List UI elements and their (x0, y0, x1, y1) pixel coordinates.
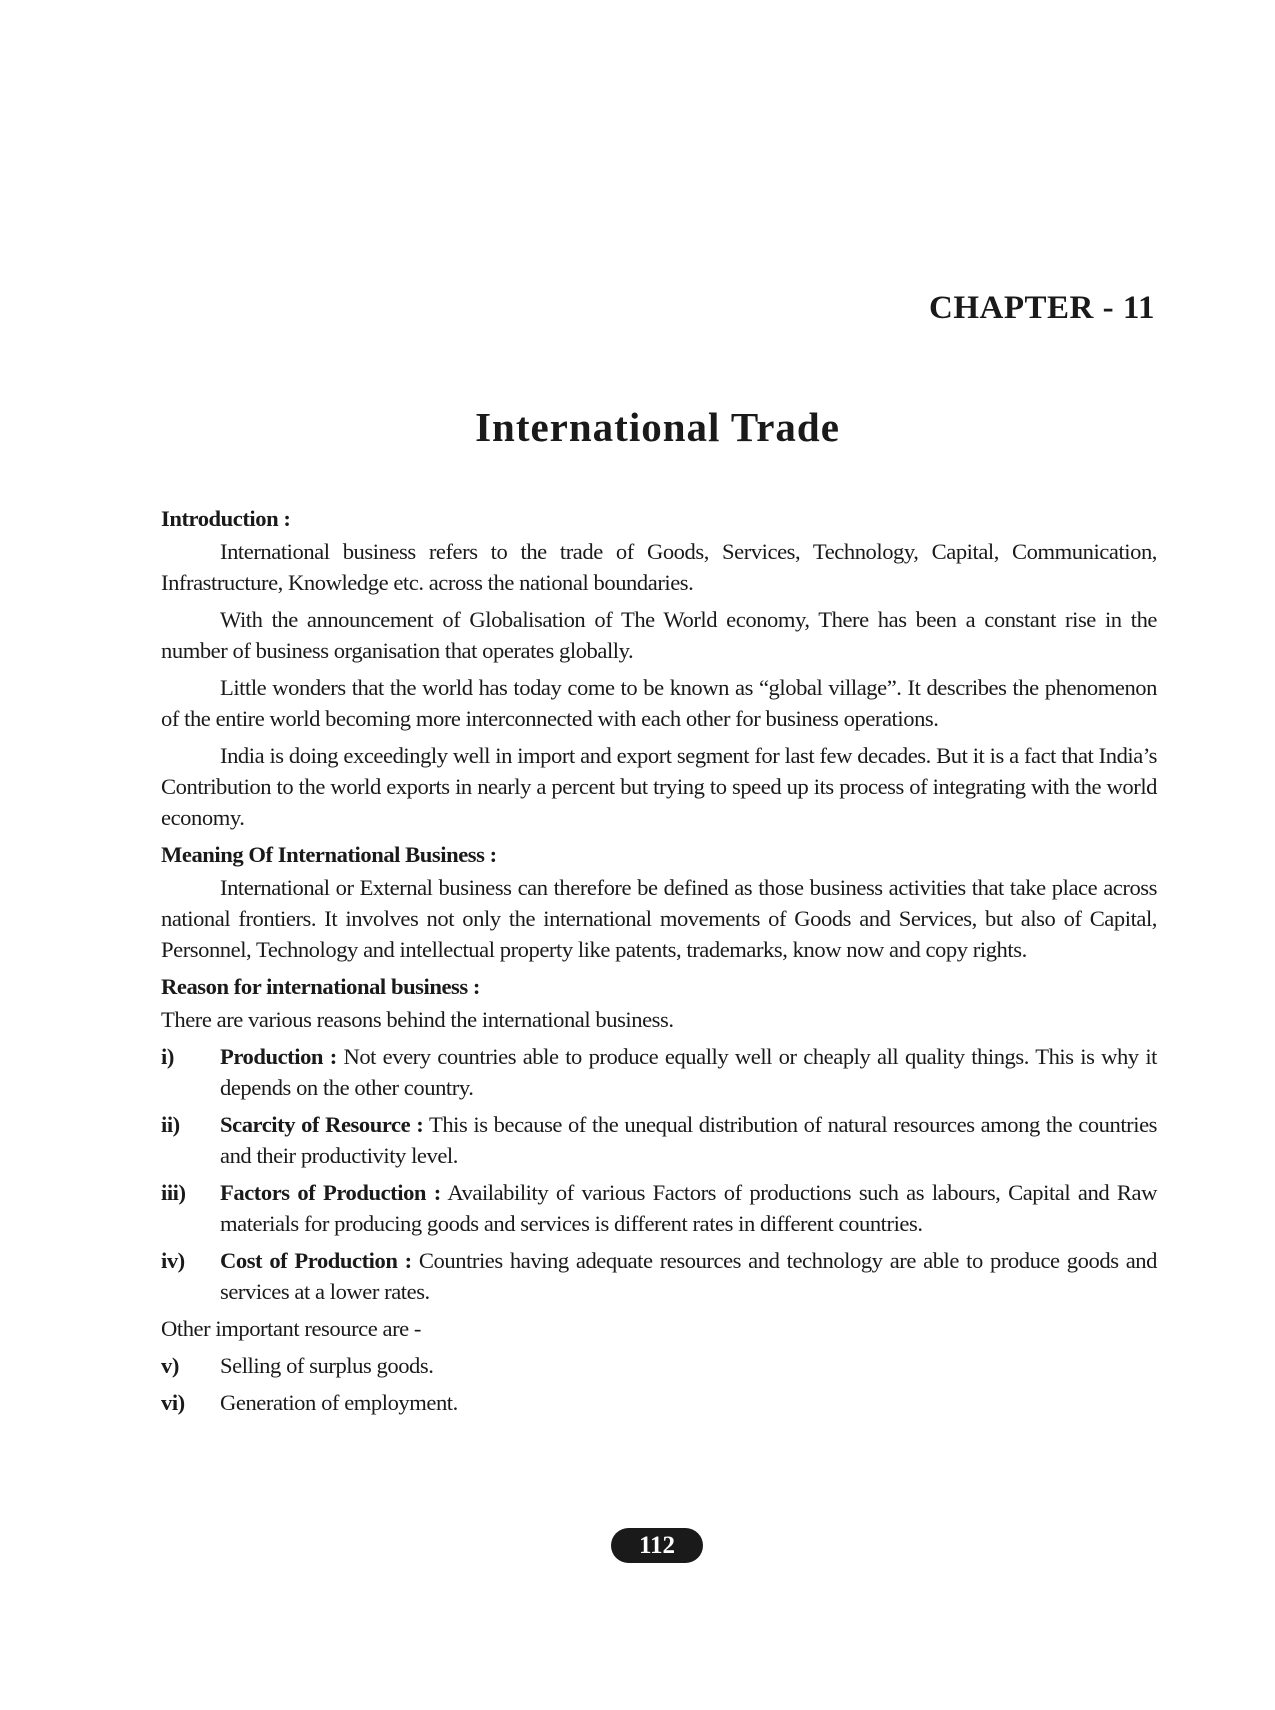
list-item-number: i) (161, 1044, 174, 1069)
chapter-label: CHAPTER - 11 (928, 290, 1155, 326)
meaning-heading: Meaning Of International Business : (161, 842, 497, 867)
reasons-intro: There are various reasons behind the international business. (161, 1007, 674, 1032)
list-item-term: Factors of Production : (220, 1180, 441, 1205)
list-item (161, 1041, 1157, 1103)
list-item-body (220, 1041, 1157, 1103)
intro-paragraph: With the announcement of Globalisation of The World economy, There has been a constant rise in the number of business organisation that operates globally. (161, 607, 1157, 663)
list-item-text: This is because of the unequal distribution of natural resources among the countries and their productivity level. (220, 1112, 1157, 1168)
chapter-body (161, 503, 1157, 1424)
list-item (161, 1387, 1157, 1418)
list-item-number: vi) (161, 1390, 185, 1415)
list-item (161, 1245, 1157, 1307)
list-item (161, 1350, 1157, 1381)
reasons-heading: Reason for international business : (161, 974, 481, 999)
list-item-number: iv) (161, 1248, 185, 1273)
introduction-heading: Introduction : (161, 506, 291, 531)
meaning-paragraph: International or External business can therefore be defined as those business activities that take place across national frontiers. It involves not only the international movements of Goods and Services, but also of Capital, Personnel, Technology and intellectual property like patents, trademarks, know now and copy rights. (161, 875, 1157, 962)
list-item (161, 1177, 1157, 1239)
list-item-text: Countries having adequate resources and technology are able to produce goods and services at a lower rates. (220, 1248, 1157, 1304)
intro-paragraph: Little wonders that the world has today come to be known as “global village”. It describes the phenomenon of the entire world becoming more interconnected with each other for business operations. (161, 675, 1157, 731)
list-item-body (220, 1109, 1157, 1171)
page-number-badge: 112 (611, 1528, 703, 1563)
list-item-term: Scarcity of Resource : (220, 1112, 424, 1137)
list-item-number: iii) (161, 1180, 186, 1205)
chapter-title: International Trade (475, 404, 840, 450)
other-reasons-intro: Other important resource are - (161, 1316, 422, 1341)
list-item-number: v) (161, 1353, 179, 1378)
list-item-body (220, 1245, 1157, 1307)
list-item-term: Cost of Production : (220, 1248, 412, 1273)
list-item-text: Availability of various Factors of productions such as labours, Capital and Raw materials for producing goods and services is different rates in different countries. (220, 1180, 1158, 1236)
list-item (161, 1109, 1157, 1171)
list-item-text: Generation of employment. (220, 1390, 458, 1415)
list-item-text: Not every countries able to produce equally well or cheaply all quality things. This is why it depends on the other country. (220, 1044, 1157, 1100)
list-item-body (220, 1177, 1157, 1239)
intro-paragraph: International business refers to the trade of Goods, Services, Technology, Capital, Communication, Infrastructure, Knowledge etc. across the national boundaries. (161, 539, 1157, 595)
list-item-term: Production : (220, 1044, 337, 1069)
list-item-number: ii) (161, 1112, 180, 1137)
intro-paragraph: India is doing exceedingly well in import and export segment for last few decades. But it is a fact that India’s Contribution to the world exports in nearly a percent but trying to speed up its process of integrating with the world economy. (161, 743, 1157, 830)
list-item-text: Selling of surplus goods. (220, 1353, 434, 1378)
